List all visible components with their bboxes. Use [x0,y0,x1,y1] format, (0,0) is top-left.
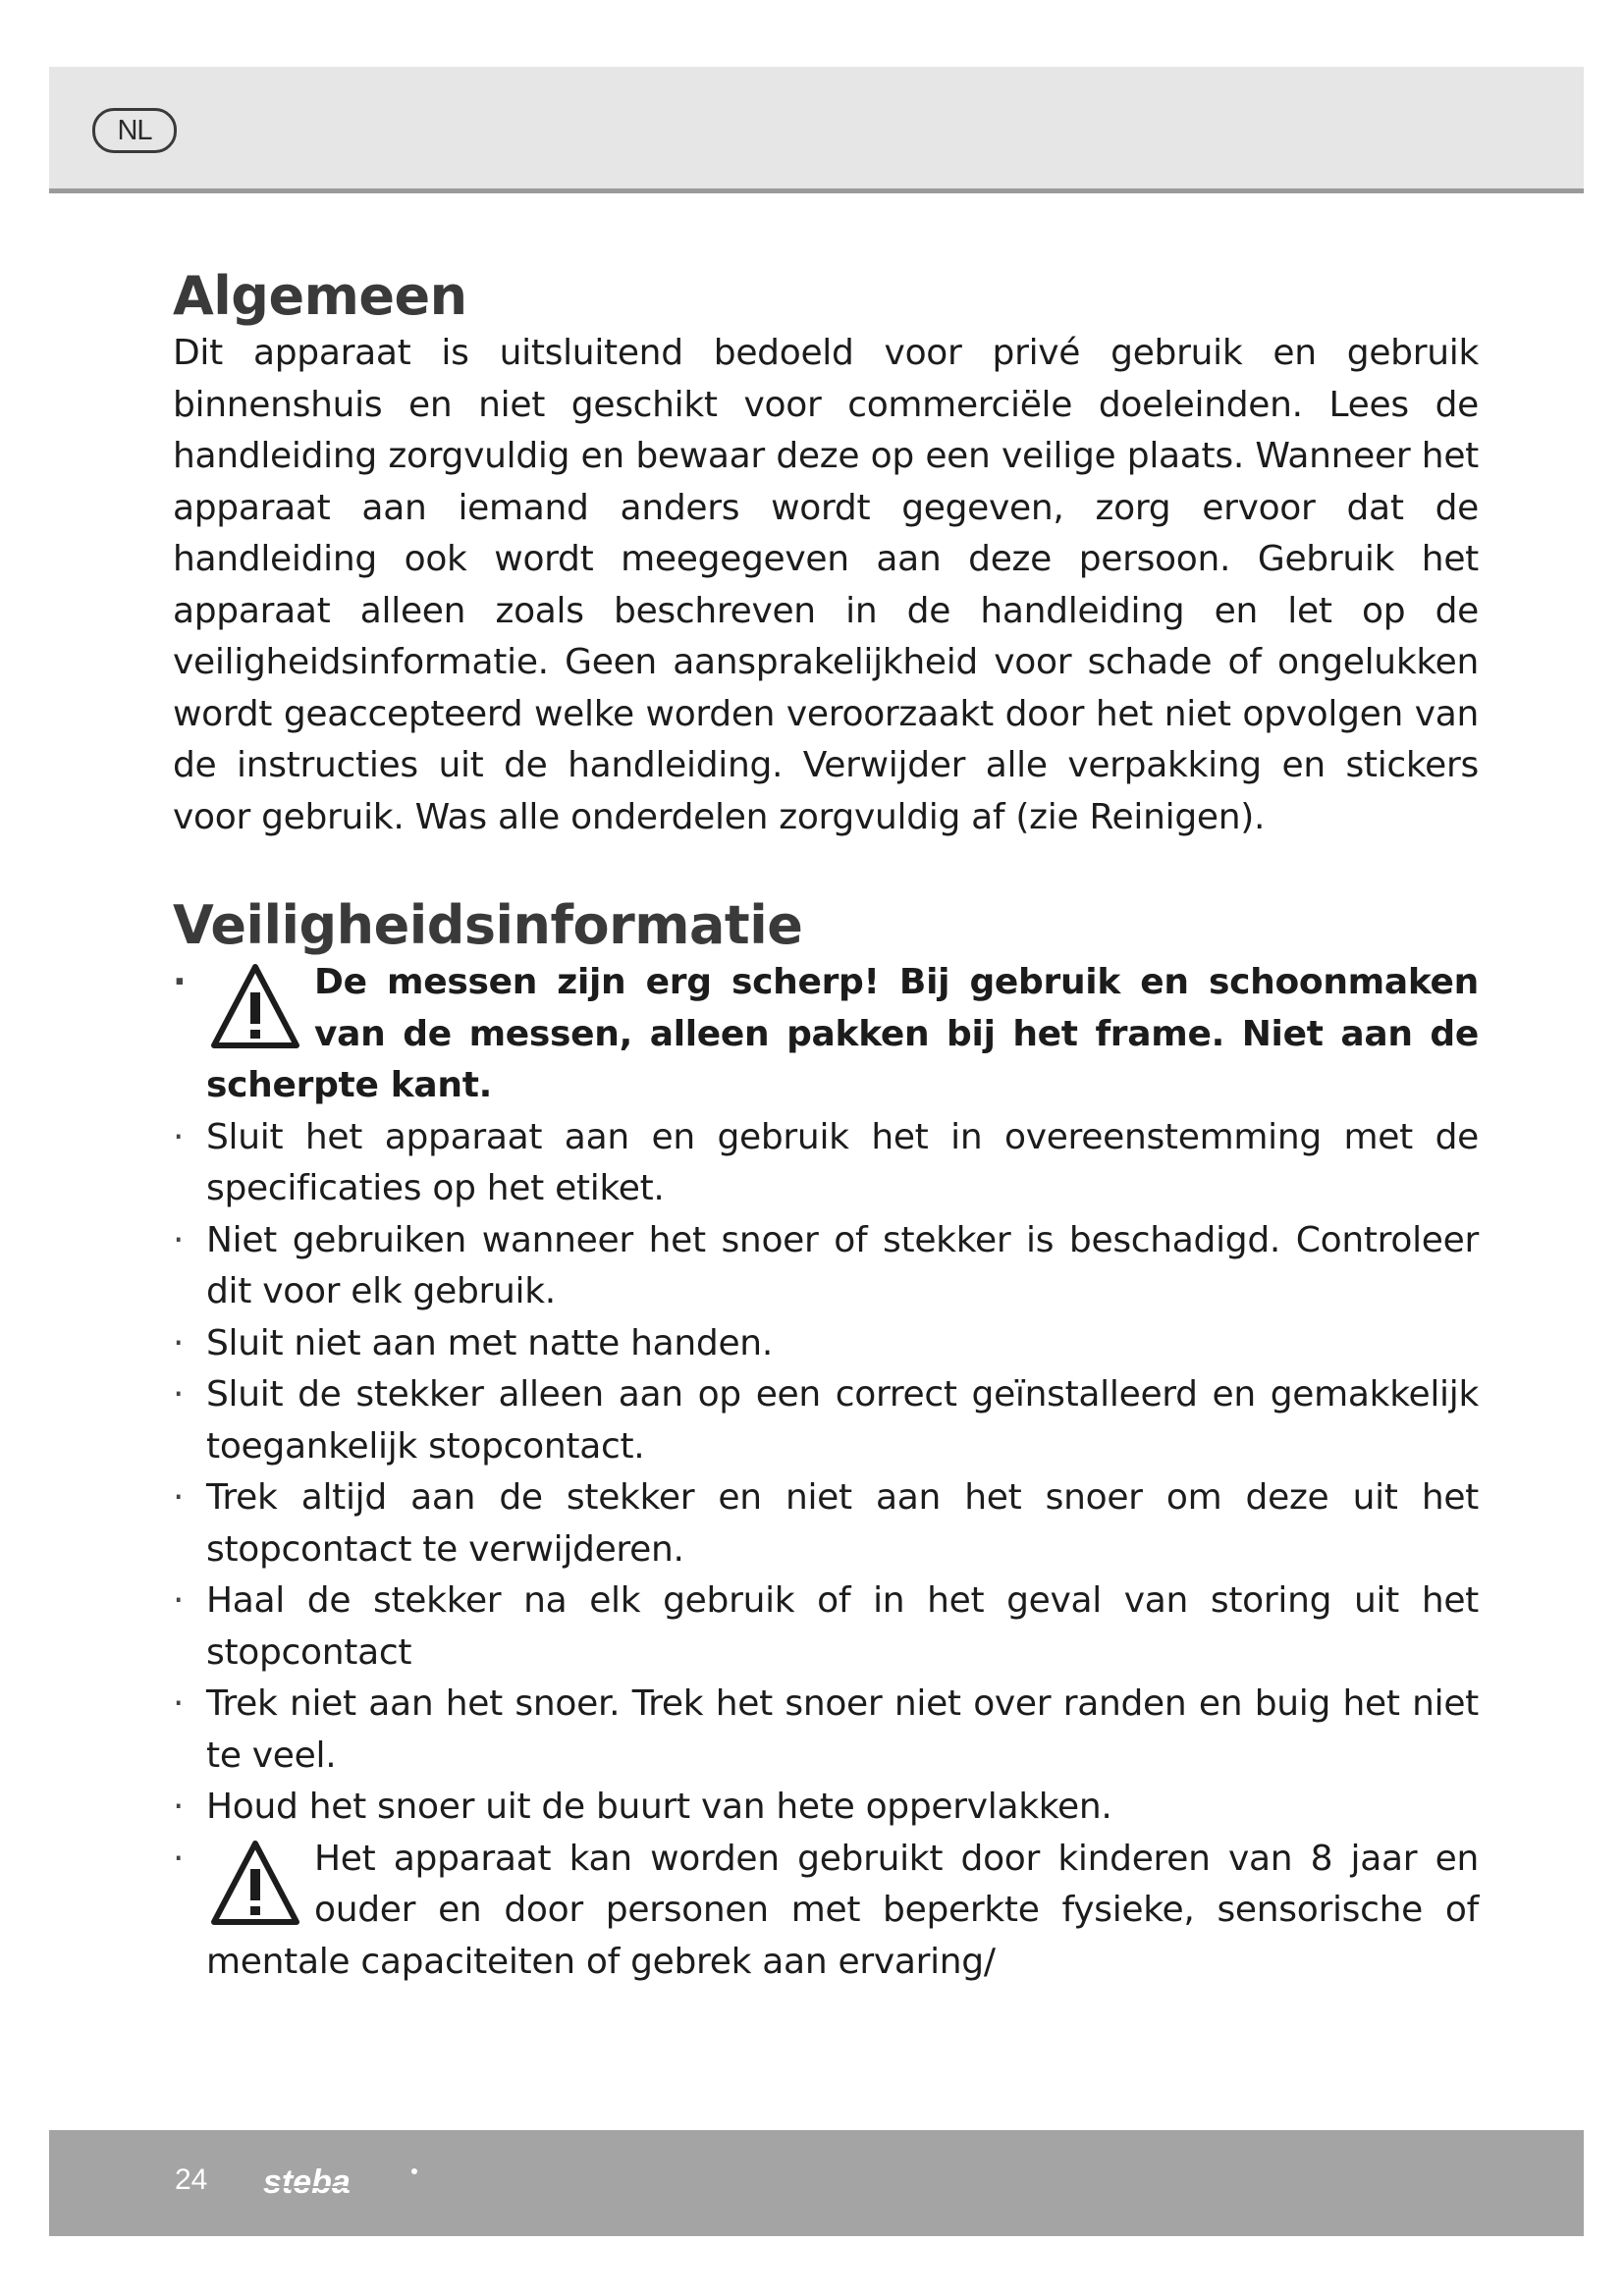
bullet: · [173,1477,185,1518]
bullet: · [173,1787,185,1827]
list-item [173,1782,1479,1834]
list-item-text: Niet gebruiken wanneer het snoer of stekker is beschadigd. Controleer dit voor elk gebruik. [206,1219,1479,1311]
safety-section [173,894,1479,1988]
list-item [173,1318,1479,1370]
list-item-text: Haal de stekker na elk gebruik of in het geval van storing uit het stopcontact [206,1580,1479,1673]
logo-text: steba [263,2163,351,2201]
list-item [173,1679,1479,1782]
bullet: · [173,1219,185,1260]
list-item-text: De messen zijn erg scherp! Bij gebruik en schoonmaken van de messen, alleen pakken bij het frame. Niet aan de scherpte kant. [206,962,1479,1105]
bullet: · [173,962,187,1002]
list-item-text: Sluit het apparaat aan en gebruik het in overeenstemming met de specificaties op het etiket. [206,1116,1479,1208]
language-badge: NL [92,108,177,153]
bullet: · [173,1322,185,1363]
list-item [173,1834,1479,1989]
list-item-text: Sluit de stekker alleen aan op een correct geïnstalleerd en gemakkelijk toegankelijk stopcontact. [206,1374,1479,1467]
list-item-text: Het apparaat kan worden gebruikt door kinderen van 8 jaar en ouder en door personen met beperkte fysieke, sensorische of mentale capaciteiten of gebrek aan ervaring/ [206,1838,1479,1982]
page-number: 24 [175,2163,208,2196]
list-item [173,1575,1479,1679]
bullet: · [173,1116,185,1157]
list-item-text: Sluit niet aan met natte handen. [206,1322,773,1363]
bullet: · [173,1580,185,1621]
safety-list [173,957,1479,1988]
list-item-text: Trek niet aan het snoer. Trek het snoer niet over randen en buig het niet te veel. [206,1683,1479,1776]
bullet: · [173,1838,185,1879]
list-item [173,1112,1479,1215]
warning-triangle-icon [210,963,300,1051]
page-footer [49,2130,1584,2236]
page-header [49,67,1584,193]
list-item-text: Houd het snoer uit de buurt van hete oppervlakken. [206,1787,1112,1827]
list-item [173,1215,1479,1318]
page-content [173,265,1479,1988]
steba-logo [259,2160,426,2205]
bullet: · [173,1374,185,1415]
list-item [173,1472,1479,1575]
general-paragraph: Dit apparaat is uitsluitend bedoeld voor privé gebruik en gebruik binnenshuis en niet geschikt voor commerciële doeleinden. Lees de handleiding zorgvuldig en bewaar deze op een veilige plaats. Wanneer het apparaat aan iemand anders wordt gegeven, zorg ervoor dat de handleiding ook wordt meegegeven aan deze persoon. Gebruik het apparaat alleen zoals beschreven in de handleiding en let op de veiligheidsinformatie. Geen aansprakelijkheid voor schade of ongelukken wordt geaccepteerd welke worden veroorzaakt door het niet opvolgen van de instructies uit de handleiding. Verwijder alle verpakking en stickers voor gebruik. Was alle onderdelen zorgvuldig af (zie Reinigen). [173,333,1479,837]
list-item [173,957,1479,1112]
section-title-general: Algemeen [173,265,467,327]
warning-triangle-icon [210,1840,300,1928]
list-item-text: Trek altijd aan de stekker en niet aan het snoer om deze uit het stopcontact te verwijderen. [206,1477,1479,1570]
bullet: · [173,1683,185,1724]
section-title-safety: Veiligheidsinformatie [173,894,803,956]
list-item [173,1369,1479,1472]
